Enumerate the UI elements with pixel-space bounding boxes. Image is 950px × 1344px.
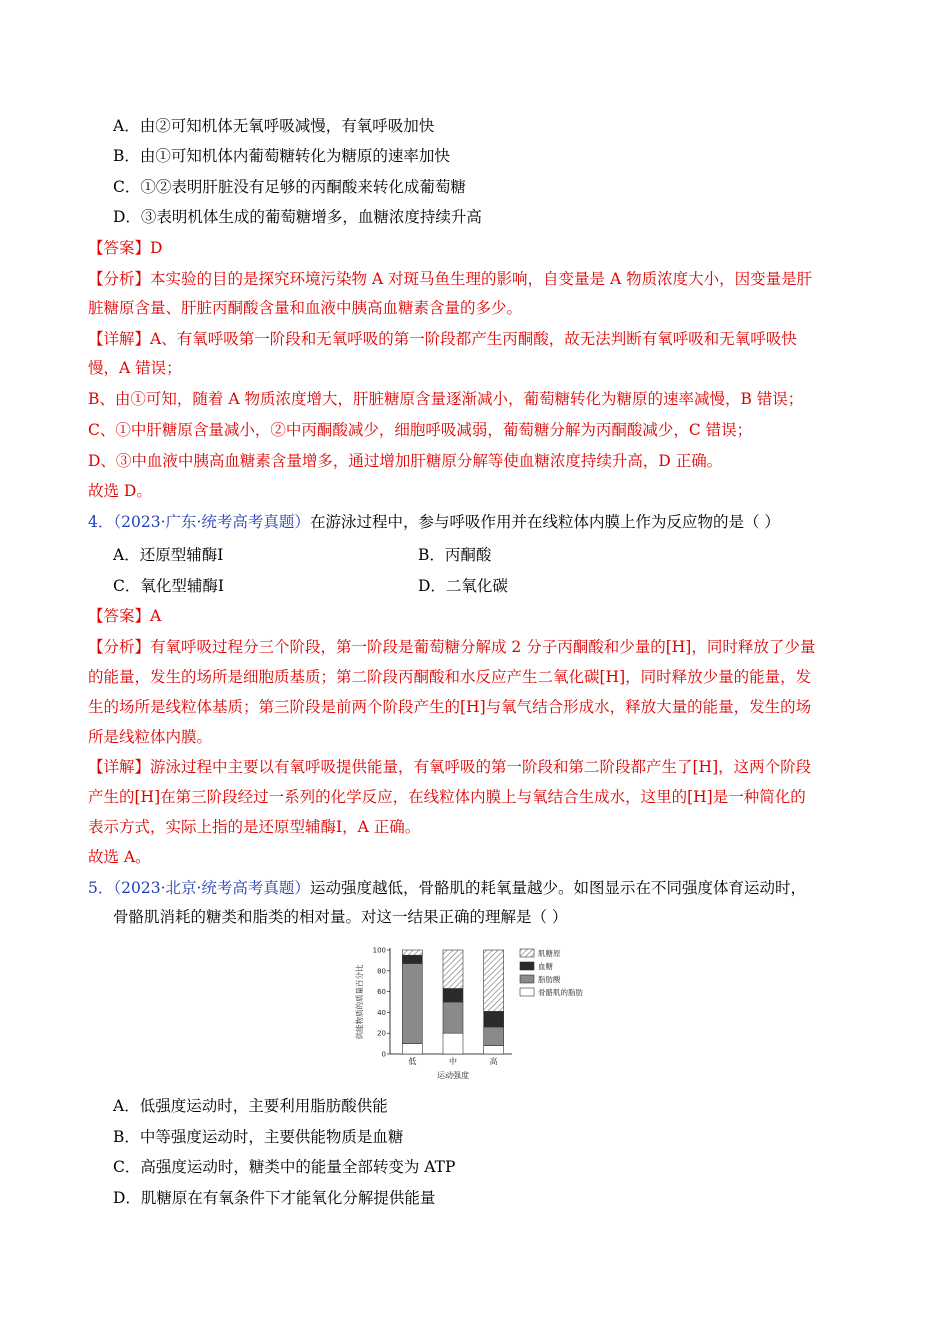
bar-segment xyxy=(484,1011,504,1027)
y-tick-label: 60 xyxy=(377,988,386,997)
legend-label: 血糖 xyxy=(538,962,553,971)
bar-segment xyxy=(484,950,504,1011)
q5-stem-line-2: 骨骼肌消耗的糖类和脂类的相对量。对这一结果正确的理解是（ ） xyxy=(113,908,568,926)
q3-option-c: C．①②表明肝脏没有足够的丙酮酸来转化成葡萄糖 xyxy=(113,178,466,196)
q5-stem-text: 运动强度越低，骨骼肌的耗氧量越少。如图显示在不同强度体育运动时， xyxy=(309,879,806,897)
x-tick-label: 高 xyxy=(489,1057,498,1066)
q4-option-b: B．丙酮酸 xyxy=(418,546,492,564)
q3-detail-line: D、③中血液中胰高血糖素含量增多，通过增加肝糖原分解等使血糖浓度持续升高，D 正确。 xyxy=(88,452,723,470)
q4-analysis-line: 所是线粒体内膜。 xyxy=(88,728,213,746)
q4-source: （2023·广东·统考高考真题） xyxy=(113,513,310,531)
bar-segment xyxy=(402,1044,422,1054)
q4-analysis-line: 【分析】有氧呼吸过程分三个阶段，第一阶段是葡萄糖分解成 2 分子丙酮酸和少量的[H]，同时释放了少量 xyxy=(88,638,816,656)
q4-analysis-line: 生的场所是线粒体基质；第三阶段是前两个阶段产生的[H]与氧气结合形成水，释放大量的能量，发生的场 xyxy=(88,698,812,716)
legend-swatch xyxy=(520,949,534,957)
q5-number: 5． xyxy=(88,879,114,897)
legend-label: 脂肪酸 xyxy=(538,975,561,984)
q5-option-d: D．肌糖原在有氧条件下才能氧化分解提供能量 xyxy=(113,1189,436,1207)
bar-segment xyxy=(484,1027,504,1046)
q4-analysis-line: 的能量，发生的场所是细胞质基质；第二阶段丙酮酸和水反应产生二氧化碳[H]，同时释放少量的能量，发 xyxy=(88,668,812,686)
q3-detail-line: 【详解】A、有氧呼吸第一阶段和无氧呼吸的第一阶段都产生丙酮酸，故无法判断有氧呼吸和无氧呼吸快 xyxy=(88,330,797,348)
q3-option-a: A．由②可知机体无氧呼吸减慢，有氧呼吸加快 xyxy=(113,117,435,135)
bar-segment xyxy=(443,1033,463,1054)
q3-detail-line: B、由①可知，随着 A 物质浓度增大，肝脏糖原含量逐渐减小，葡萄糖转化为糖原的速率减慢，B 错误； xyxy=(88,390,804,408)
x-tick-label: 中 xyxy=(449,1057,457,1066)
y-tick-label: 0 xyxy=(381,1050,386,1059)
q4-conclusion: 故选 A。 xyxy=(88,848,151,866)
y-tick-label: 100 xyxy=(372,946,386,955)
x-tick-label: 低 xyxy=(408,1057,417,1066)
q3-analysis-line: 脏糖原含量、肝脏丙酮酸含量和血液中胰高血糖素含量的多少。 xyxy=(88,299,523,317)
bar-segment xyxy=(402,950,422,955)
y-tick-label: 40 xyxy=(377,1008,386,1017)
legend-swatch xyxy=(520,962,534,970)
q3-detail-line: C、①中肝糖原含量减小，②中丙酮酸减少，细胞呼吸减弱，葡萄糖分解为丙酮酸减少，C 错误； xyxy=(88,421,753,439)
q4-detail-line: 产生的[H]在第三阶段经过一系列的化学反应，在线粒体内膜上与氧结合生成水，这里的[H]是一种简化的 xyxy=(88,788,806,806)
q3-analysis-line: 【分析】本实验的目的是探究环境污染物 A 对斑马鱼生理的影响，自变量是 A 物质浓度大小，因变量是肝 xyxy=(88,270,813,288)
q5-option-c: C．高强度运动时，糖类中的能量全部转变为 ATP xyxy=(113,1158,456,1176)
bar-segment xyxy=(402,964,422,1044)
stacked-bar-chart xyxy=(352,943,602,1083)
q4-answer: 【答案】A xyxy=(88,607,162,625)
q4-number: 4． xyxy=(88,513,114,531)
x-axis-label: 运动强度 xyxy=(437,1071,469,1080)
q4-stem xyxy=(88,512,780,532)
q3-option-b: B．由①可知机体内葡萄糖转化为糖原的速率加快 xyxy=(113,147,450,165)
q3-detail-line: 慢，A 错误； xyxy=(88,359,182,377)
q5-option-a: A．低强度运动时，主要利用脂肪酸供能 xyxy=(113,1097,388,1115)
legend-label: 肌糖原 xyxy=(538,949,561,958)
y-axis-label: 供能物质的质量百分比 xyxy=(355,964,364,1040)
bar-segment xyxy=(443,988,463,1002)
bar-segment xyxy=(443,1002,463,1033)
q4-option-a: A．还原型辅酶Ⅰ xyxy=(113,546,224,564)
q4-stem-text: 在游泳过程中，参与呼吸作用并在线粒体内膜上作为反应物的是（ ） xyxy=(309,513,780,531)
q4-detail-line: 【详解】游泳过程中主要以有氧呼吸提供能量，有氧呼吸的第一阶段和第二阶段都产生了[H]，这两个阶段 xyxy=(88,758,812,776)
q4-option-c: C．氧化型辅酶Ⅰ xyxy=(113,577,224,595)
q4-option-d: D．二氧化碳 xyxy=(418,577,508,595)
bar-segment xyxy=(443,950,463,988)
q5-option-b: B．中等强度运动时，主要供能物质是血糖 xyxy=(113,1128,404,1146)
q3-answer: 【答案】D xyxy=(88,239,163,257)
legend-label: 骨骼肌的脂肪 xyxy=(538,988,583,997)
q3-conclusion: 故选 D。 xyxy=(88,482,152,500)
legend-swatch xyxy=(520,975,534,983)
bar-segment xyxy=(484,1046,504,1054)
q4-detail-line: 表示方式，实际上指的是还原型辅酶Ⅰ，A 正确。 xyxy=(88,818,421,836)
q5-source: （2023·北京·统考高考真题） xyxy=(113,879,310,897)
legend-swatch xyxy=(520,988,534,996)
y-tick-label: 80 xyxy=(377,967,386,976)
y-tick-label: 20 xyxy=(377,1029,386,1038)
q3-option-d: D．③表明机体生成的葡萄糖增多，血糖浓度持续升高 xyxy=(113,208,482,226)
q5-stem xyxy=(88,878,806,898)
bar-segment xyxy=(402,955,422,963)
